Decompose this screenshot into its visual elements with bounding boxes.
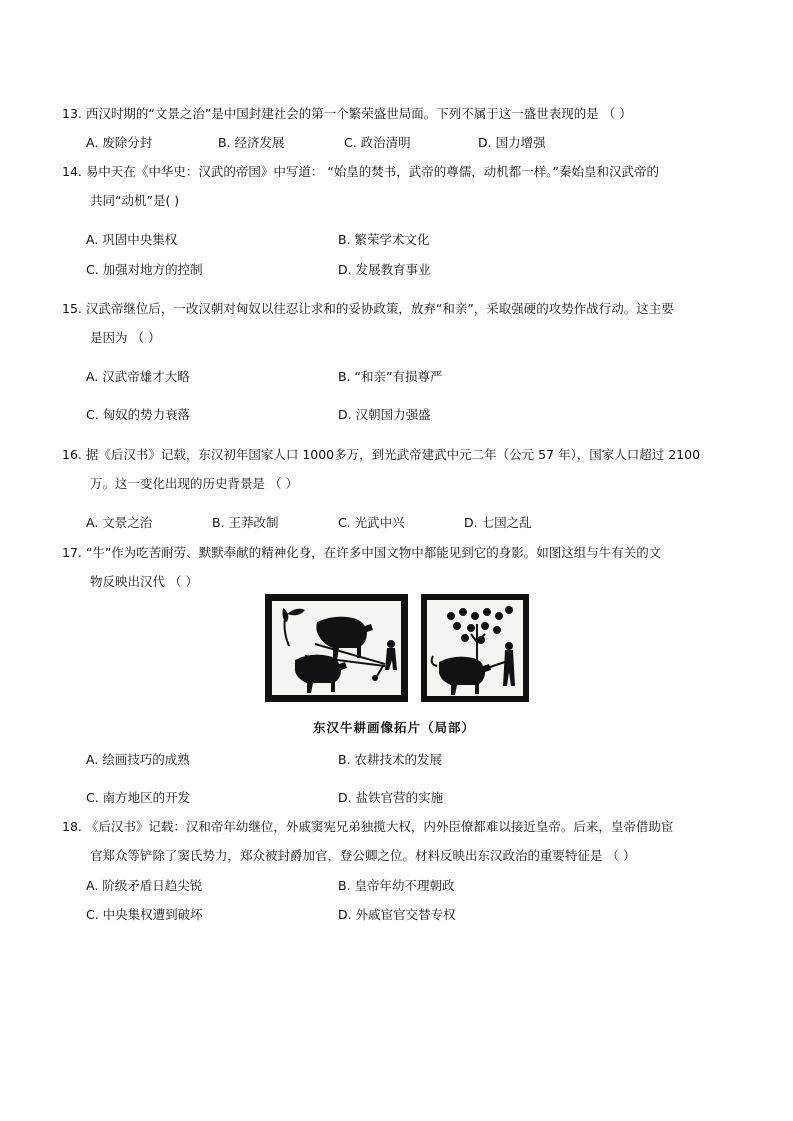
- question-15-option-b: B. “和亲”有损尊严: [338, 369, 443, 384]
- question-14-stem-line-1: 14. 易中天在《中华史：汉武的帝国》中写道： “始皇的焚书，武帝的尊儒，动机都一样。”秦始皇和汉武帝的: [62, 164, 660, 179]
- question-17-stem-line-1: 17. “牛”作为吃苦耐劳、默默奉献的精神化身，在许多中国文物中都能见到它的身影。如图这组与牛有关的文: [62, 545, 662, 560]
- question-18-stem-line-1: 18. 《后汉书》记载：汉和帝年幼继位，外戚窦宪兄弟独揽大权，内外臣僚都难以接近皇帝。后来，皇帝借助宦: [62, 819, 674, 834]
- question-16-option-d: D. 七国之乱: [464, 515, 532, 530]
- question-16-option-c: C. 光武中兴: [338, 515, 405, 530]
- question-14-option-c: C. 加强对地方的控制: [86, 262, 203, 277]
- question-15-option-a: A. 汉武帝雄才大略: [86, 369, 190, 384]
- question-13-option-c: C. 政治清明: [344, 135, 411, 150]
- question-18-stem-line-2: 官郑众等铲除了窦氏势力，郑众被封爵加官，登公卿之位。材料反映出东汉政治的重要特征是 （ ）: [90, 848, 636, 863]
- question-14-option-b: B. 繁荣学术文化: [338, 232, 430, 247]
- figure-caption: 东汉牛耕画像拓片（局部）: [313, 720, 476, 735]
- question-15-stem-line-2: 是因为 （ ）: [90, 330, 161, 345]
- question-18-option-b: B. 皇帝年幼不理朝政: [338, 878, 455, 893]
- question-14-option-d: D. 发展教育事业: [338, 262, 431, 277]
- question-17-option-d: D. 盐铁官营的实施: [338, 790, 444, 805]
- question-13-option-d: D. 国力增强: [478, 135, 546, 150]
- question-15-option-d: D. 汉朝国力强盛: [338, 407, 431, 422]
- question-15-option-c: C. 匈奴的势力衰落: [86, 407, 191, 422]
- question-18-option-a: A. 阶级矛盾日趋尖锐: [86, 878, 203, 893]
- question-18-option-d: D. 外戚宦官交替专权: [338, 907, 456, 922]
- question-16-option-b: B. 王莽改制: [212, 515, 279, 530]
- ox-plowing-rubbing-left: [265, 594, 408, 702]
- ox-plowing-rubbing-right: [421, 594, 529, 702]
- question-16-stem-line-1: 16. 据《后汉书》记载，东汉初年国家人口 1000多万，到光武帝建武中元二年（公元 57 年），国家人口超过 2100: [62, 447, 701, 462]
- question-17-stem-line-2: 物反映出汉代 （ ）: [90, 574, 198, 589]
- question-13-option-b: B. 经济发展: [218, 135, 285, 150]
- question-17-option-c: C. 南方地区的开发: [86, 790, 191, 805]
- question-15-stem-line-1: 15. 汉武帝继位后，一改汉朝对匈奴以往忍让求和的妥协政策，放弃“和亲”，采取强硬的攻势作战行动。这主要: [62, 301, 674, 316]
- question-16-option-a: A. 文景之治: [86, 515, 153, 530]
- question-14-stem-line-2: 共同“动机”是( ): [90, 193, 180, 208]
- question-13-option-a: A. 废除分封: [86, 135, 153, 150]
- question-18-option-c: C. 中央集权遭到破坏: [86, 907, 203, 922]
- question-17-option-b: B. 农耕技术的发展: [338, 752, 443, 767]
- question-13-stem: 13. 西汉时期的“文景之治”是中国封建社会的第一个繁荣盛世局面。下列不属于这一盛世表现的是 （ ）: [62, 106, 632, 121]
- question-17-option-a: A. 绘画技巧的成熟: [86, 752, 190, 767]
- question-14-option-a: A. 巩固中央集权: [86, 232, 178, 247]
- question-16-stem-line-2: 万。这一变化出现的历史背景是 （ ）: [90, 476, 298, 491]
